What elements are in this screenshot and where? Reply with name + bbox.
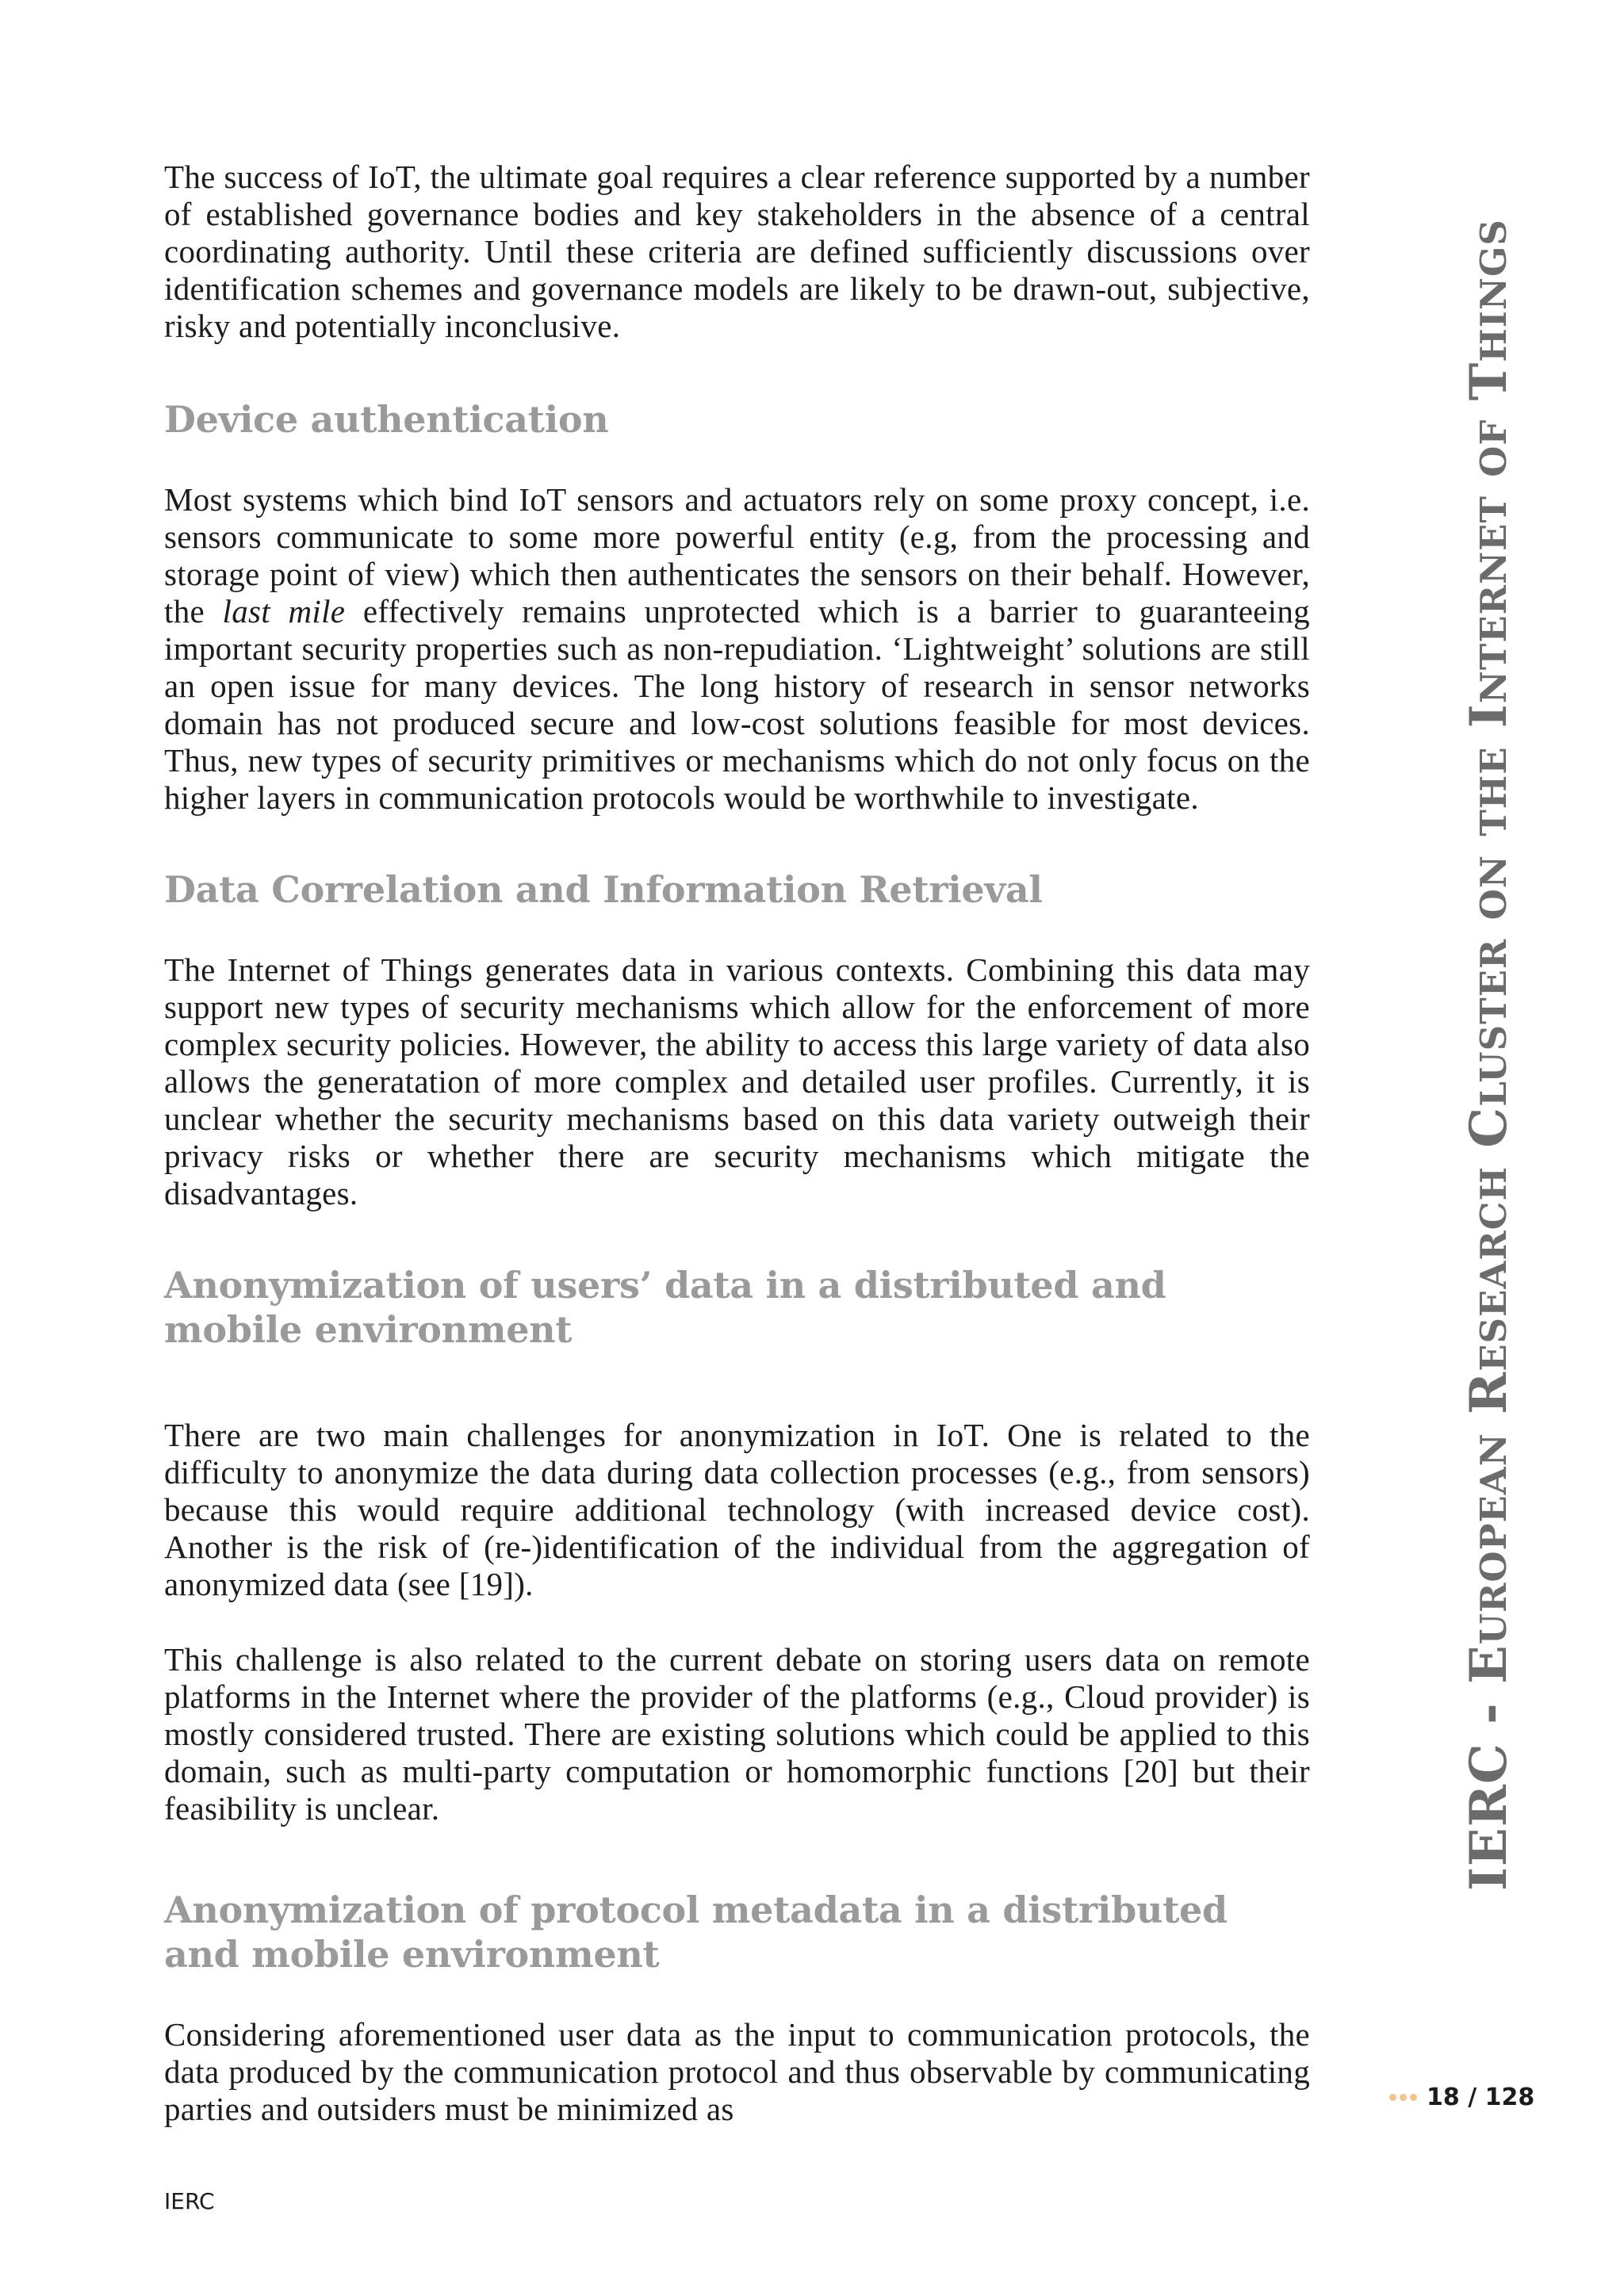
paragraph-intro: The success of IoT, the ultimate goal requires a clear reference supported by a number of established governance bodies and key stakeholders in the absence of a central coordinating authority. Until these criteria are defined sufficiently discussions over identification schemes and governance models are likely to be drawn-out, subjective, risky and potentially inconclusive.	[164, 159, 1310, 344]
side-running-title: IERC - European Research Cluster on the Internet of Things	[1459, 219, 1519, 1891]
dot	[1389, 2094, 1396, 2101]
paragraph-anonymization-users-1: There are two main challenges for anonymization in IoT. One is related to the difficulty to anonymize the data during data collection processes (e.g., from sensors) because this would require additional technology (with increased device cost). Another is the risk of (re-)identification of the individual from the aggregation of anonymized data (see [19]).	[164, 1417, 1310, 1602]
paragraph-anonymization-protocol: Considering aforementioned user data as the input to communication protocols, the data produced by the communication protocol and thus observable by communicating parties and outsiders must be minimized as	[164, 2016, 1310, 2127]
dots-icon	[1389, 2094, 1417, 2101]
paragraph-anonymization-users-2: This challenge is also related to the current debate on storing users data on remote platforms in the Internet where the provider of the platforms (e.g., Cloud provider) is mostly considered trusted. There are existing solutions which could be applied to this domain, such as multi-party computation or homomorphic functions [20] but their feasibility is unclear.	[164, 1641, 1310, 1827]
document-body	[164, 159, 1310, 2128]
emphasis-last-mile: last mile	[222, 593, 346, 629]
heading-device-authentication: Device authentication	[164, 398, 609, 441]
paragraph-data-correlation: The Internet of Things generates data in various contexts. Combining this data may support new types of security mechanisms which allow for the enforcement of more complex security policies. However, the ability to access this large variety of data also allows the generatation of more complex and detailed user profiles. Currently, it is unclear whether the security mechanisms based on this data variety outweigh their privacy risks or whether there are security mechanisms which mitigate the disadvantages.	[164, 951, 1310, 1211]
paragraph-device-authentication	[164, 481, 1310, 817]
heading-data-correlation: Data Correlation and Information Retrieval	[164, 868, 1043, 911]
dot	[1410, 2094, 1417, 2101]
text-segment: Most systems which bind IoT sensors and actuators rely on some proxy concept, i.e. sensors communicate to some more powerful entity (e.g, from the processing and storage point of view) which then authenticates the sensors on their behalf. However, the	[164, 481, 1310, 629]
footer-label: IERC	[164, 2188, 215, 2214]
text-segment: effectively remains unprotected which is a barrier to guaranteeing important security properties such as non-repudiation. ‘Lightweight’ solutions are still an open issue for many devices. The long history of research in sensor networks domain has not produced secure and low-cost solutions feasible for most devices. Thus, new types of security primitives or mechanisms which do not only focus on the higher layers in communication protocols would be worthwhile to investigate.	[164, 593, 1310, 816]
page-number-text: 18 / 128	[1427, 2084, 1535, 2111]
dot	[1400, 2094, 1407, 2101]
page-number	[1389, 2084, 1534, 2111]
heading-anonymization-protocol-metadata: Anonymization of protocol metadata in a distributed and mobile environment	[164, 1888, 1228, 1976]
heading-anonymization-users-data: Anonymization of users’ data in a distributed and mobile environment	[164, 1264, 1166, 1351]
